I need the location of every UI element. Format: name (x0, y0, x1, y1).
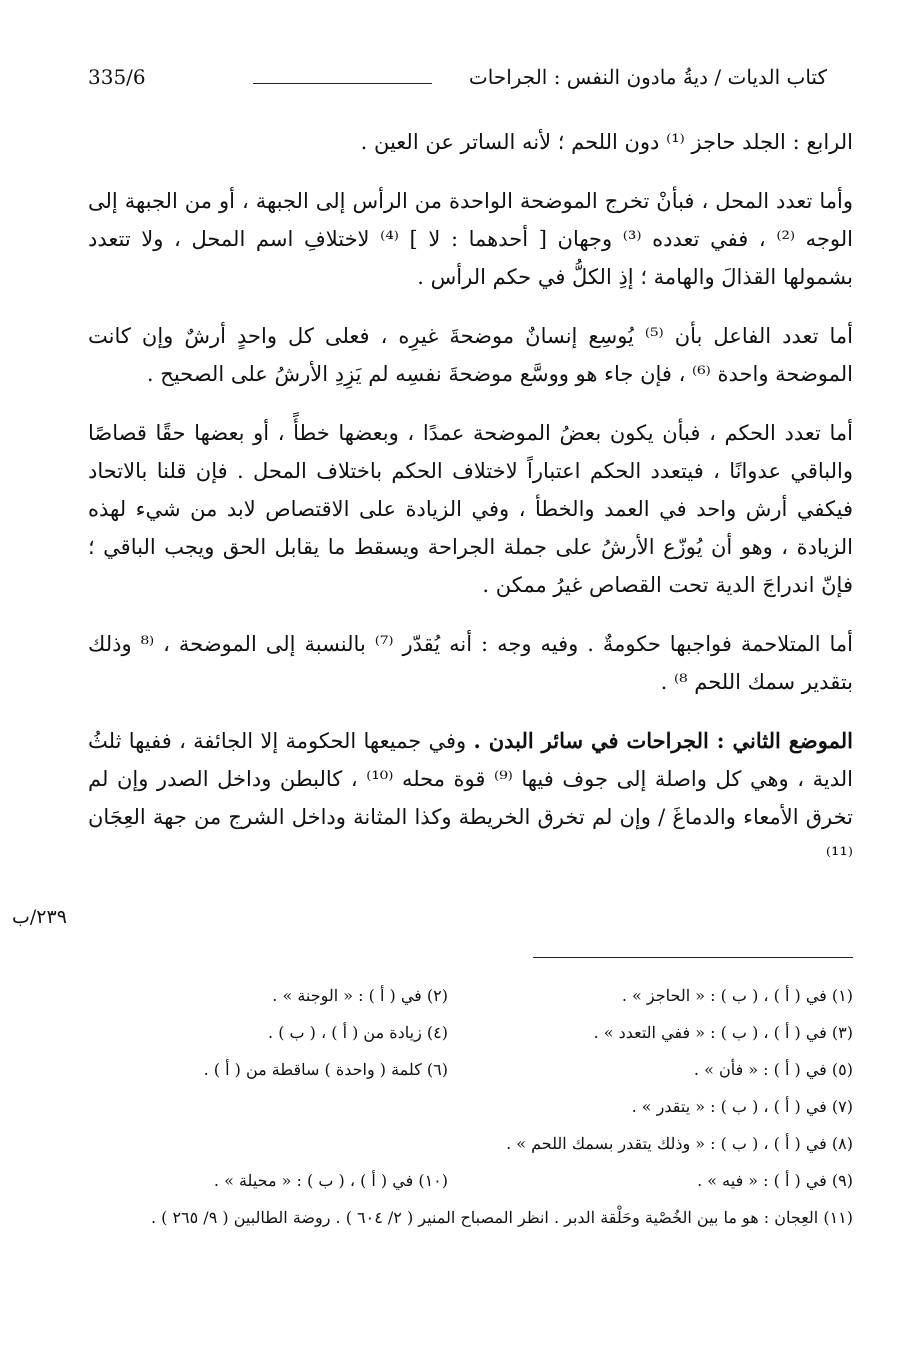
footnote-row (88, 977, 853, 1014)
paragraph-5: أما المتلاحمة فواجبها حكومةٌ . وفيه وجه : أنه يُقدّر ⁽⁷⁾ بالنسبة إلى الموضحة ، ⁽⁸ وذلك بتقدير سمك اللحم ⁸⁾ . (88, 632, 853, 694)
footnote-6: (٦) كلمة ( واحدة ) ساقطة من ( أ ) . (203, 1060, 448, 1079)
footnote-row (88, 1125, 853, 1162)
footnote-row (88, 1088, 853, 1125)
paragraph-1: الرابع : الجلد حاجز ⁽¹⁾ دون اللحم ؛ لأنه الساتر عن العين . (360, 130, 853, 154)
footnote-5: (٥) في ( أ ) : « فأن » . (693, 1060, 853, 1079)
paragraph-3: أما تعدد الفاعل بأن ⁽⁵⁾ يُوسِع إنسانٌ موضحةَ غيرِه ، فعلى كل واحدٍ أرشٌ وإن كانت الموضحة واحدة ⁽⁶⁾ ، فإن جاء هو ووسَّع موضحةَ نفسِه لم يَزِدِ الأرشُ على الصحيح . (88, 324, 853, 386)
footnotes (88, 977, 853, 1236)
footnote-3: (٣) في ( أ ) ، ( ب ) : « ففي التعدد » . (593, 1023, 853, 1042)
paragraph-6-text: وفي جميعها الحكومة إلا الجائفة ، ففيها ثلثُ الدية ، وهي كل واصلة إلى جوف فيها ⁽⁹⁾ قوة محله ⁽¹⁰⁾ ، كالبطن وداخل الصدر وإن لم تخرق الأمعاء والدماغَ / وإن لم تخرق الخريطة وكذا المثانة وداخل الشرج من جهة العِجَان ⁽¹¹⁾ (88, 729, 853, 867)
section-heading: الموضع الثاني : الجراحات في سائر البدن . (473, 728, 853, 753)
main-text (88, 123, 853, 895)
footnote-row (88, 1162, 853, 1199)
footnote-8: (٨) في ( أ ) ، ( ب ) : « وذلك يتقدر بسمك اللحم » . (506, 1134, 853, 1153)
running-header (88, 62, 827, 96)
footnote-row (88, 1051, 853, 1088)
paragraph-4: أما تعدد الحكم ، فبأن يكون بعضُ الموضحة عمدًا ، وبعضها خطأً ، أو بعضها حقًا قصاصًا والباقي عدوانًا ، فيتعدد الحكم اعتباراً لاختلاف الحكم باختلاف المحل . فإن قلنا بالاتحاد فيكفي أرش واحد في العمد والخطأ ، وفي الزيادة على الاقتصاص لابد من شيء لهذه الزيادة ، وهو أن يُوزّع الأرشُ على جملة الجراحة ويسقط ما يقابل الحق ويجب الباقي ؛ فإنّ اندراجَ الدية تحت القصاص غيرُ ممكن . (88, 421, 853, 597)
footnote-rule (533, 957, 853, 958)
footnote-empty (88, 1125, 448, 1162)
footnote-empty (88, 1088, 448, 1125)
header-rule (253, 83, 432, 84)
paragraph-6 (88, 722, 853, 874)
footnote-4: (٤) زيادة من ( أ ) ، ( ب ) . (268, 1023, 448, 1042)
footnote-2: (٢) في ( أ ) : « الوجنة » . (272, 986, 448, 1005)
page-number: 335/6 (88, 65, 146, 89)
header-title: كتاب الديات / ديةُ مادون النفس : الجراحات (468, 65, 827, 89)
footnote-9: (٩) في ( أ ) : « فيه » . (697, 1171, 853, 1190)
footnote-7: (٧) في ( أ ) ، ( ب ) : « يتقدر » . (631, 1097, 853, 1116)
footnote-row (88, 1014, 853, 1051)
footnote-11: (١١) العِجان : هو ما بين الخُصْية وحَلْقة الدبر . انظر المصباح المنير ( ٢/ ٦٠٤ ) . روضة الطالبين ( ٩/ ٢٦٥ ) . (150, 1208, 853, 1227)
footnote-1: (١) في ( أ ) ، ( ب ) : « الحاجز » . (621, 986, 853, 1005)
footnote-10: (١٠) في ( أ ) ، ( ب ) : « محيلة » . (213, 1171, 448, 1190)
paragraph-2: وأما تعدد المحل ، فبأنْ تخرج الموضحة الواحدة من الرأس إلى الجبهة ، أو من الجبهة إلى الوجه ⁽²⁾ ، ففي تعدده ⁽³⁾ وجهان [ أحدهما : لا ] ⁽⁴⁾ لاختلافِ اسم المحل ، ولا تتعدد بشمولها القذالَ والهامة ؛ إذِ الكلُّ في حكم الرأس . (88, 189, 854, 289)
manuscript-folio-note: ٢٣٩/ب (12, 906, 67, 928)
